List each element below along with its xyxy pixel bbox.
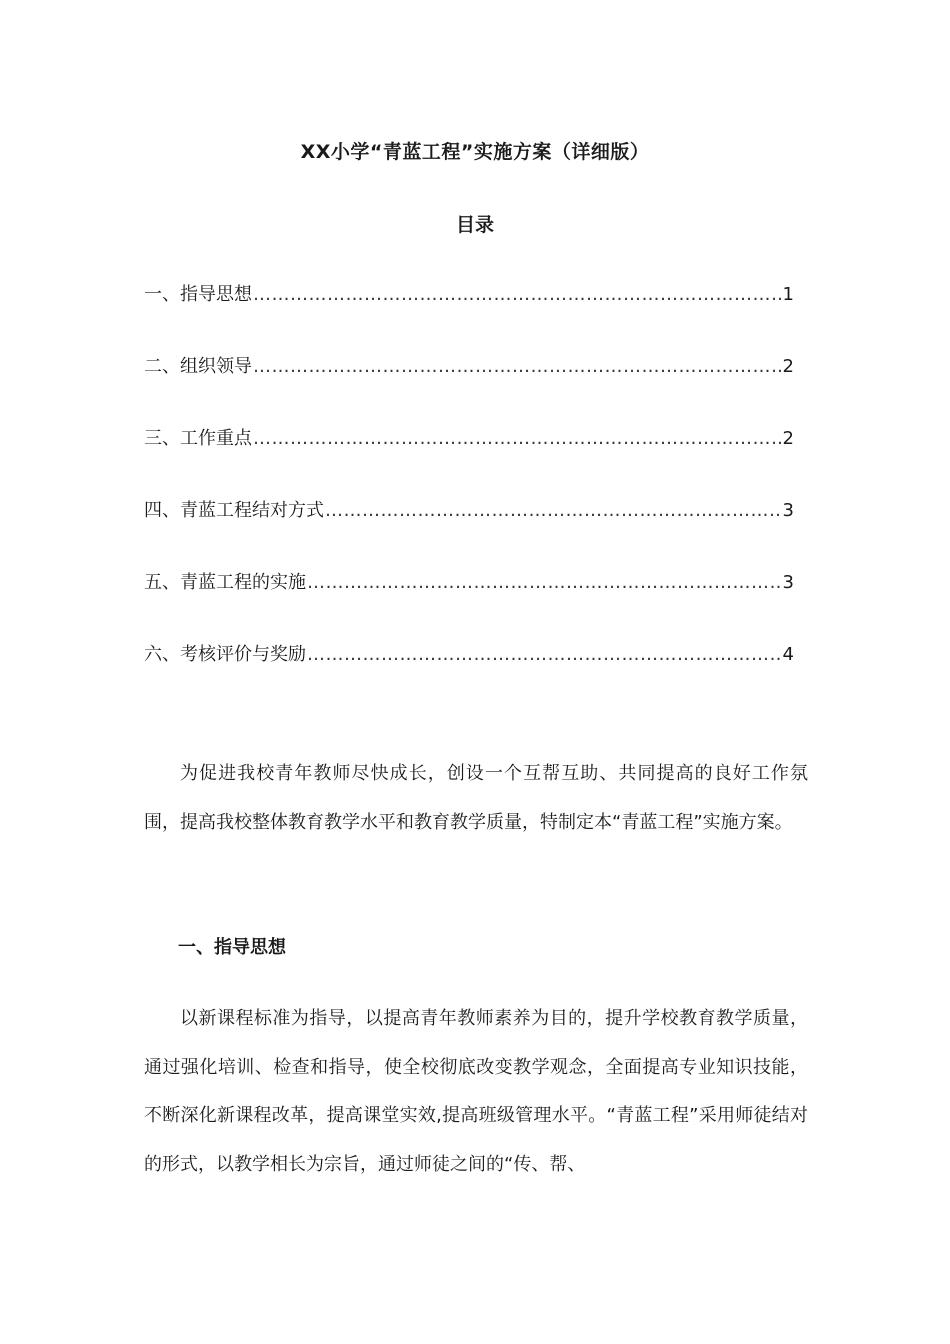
section-heading: 一、指导思想 bbox=[178, 937, 286, 958]
toc-entry-page: 3 bbox=[782, 572, 794, 593]
toc-entry-page: 2 bbox=[782, 356, 794, 377]
toc-entry-page: 4 bbox=[782, 644, 794, 665]
document-title: XX小学“青蓝工程”实施方案（详细版） bbox=[300, 141, 650, 163]
toc-entry[interactable] bbox=[144, 642, 794, 714]
toc-leader-dots bbox=[253, 282, 781, 308]
toc-entry-page: 2 bbox=[782, 428, 794, 449]
toc-entry[interactable] bbox=[144, 426, 794, 498]
intro-paragraph: 为促进我校青年教师尽快成长，创设一个互帮互助、共同提高的良好工作氛围，提高我校整体教育教学水平和教育教学质量，特制定本“青蓝工程”实施方案。 bbox=[144, 763, 808, 833]
toc-entry-label: 四、青蓝工程结对方式 bbox=[144, 500, 324, 521]
toc-leader-dots bbox=[307, 570, 781, 596]
toc-entry[interactable] bbox=[144, 354, 794, 426]
section-paragraph: 以新课程标准为指导，以提高青年教师素养为目的，提升学校教育教学质量，通过强化培训、检查和指导，使全校彻底改变教学观念，全面提高专业知识技能，不断深化新课程改革，提高课堂实效,提高班级管理水平。“青蓝工程”采用师徒结对的形式，以教学相长为宗旨，通过师徒之间的“传、帮、 bbox=[144, 1008, 808, 1175]
toc-entry-label: 一、指导思想 bbox=[144, 284, 252, 305]
toc-heading: 目录 bbox=[455, 214, 494, 236]
toc-entry-label: 二、组织领导 bbox=[144, 356, 252, 377]
toc-entry-label: 六、考核评价与奖励 bbox=[144, 644, 306, 665]
toc-entry-page: 1 bbox=[782, 284, 794, 305]
toc-leader-dots bbox=[253, 354, 781, 380]
toc-entry-label: 五、青蓝工程的实施 bbox=[144, 572, 306, 593]
toc-entry[interactable] bbox=[144, 498, 794, 570]
toc-entry[interactable] bbox=[144, 570, 794, 642]
toc-entry-page: 3 bbox=[782, 500, 794, 521]
toc-entry-label: 三、工作重点 bbox=[144, 428, 252, 449]
toc-entry[interactable] bbox=[144, 282, 794, 354]
toc-leader-dots bbox=[253, 426, 781, 452]
toc-leader-dots bbox=[307, 642, 781, 668]
table-of-contents bbox=[144, 282, 794, 714]
toc-leader-dots bbox=[325, 498, 781, 524]
